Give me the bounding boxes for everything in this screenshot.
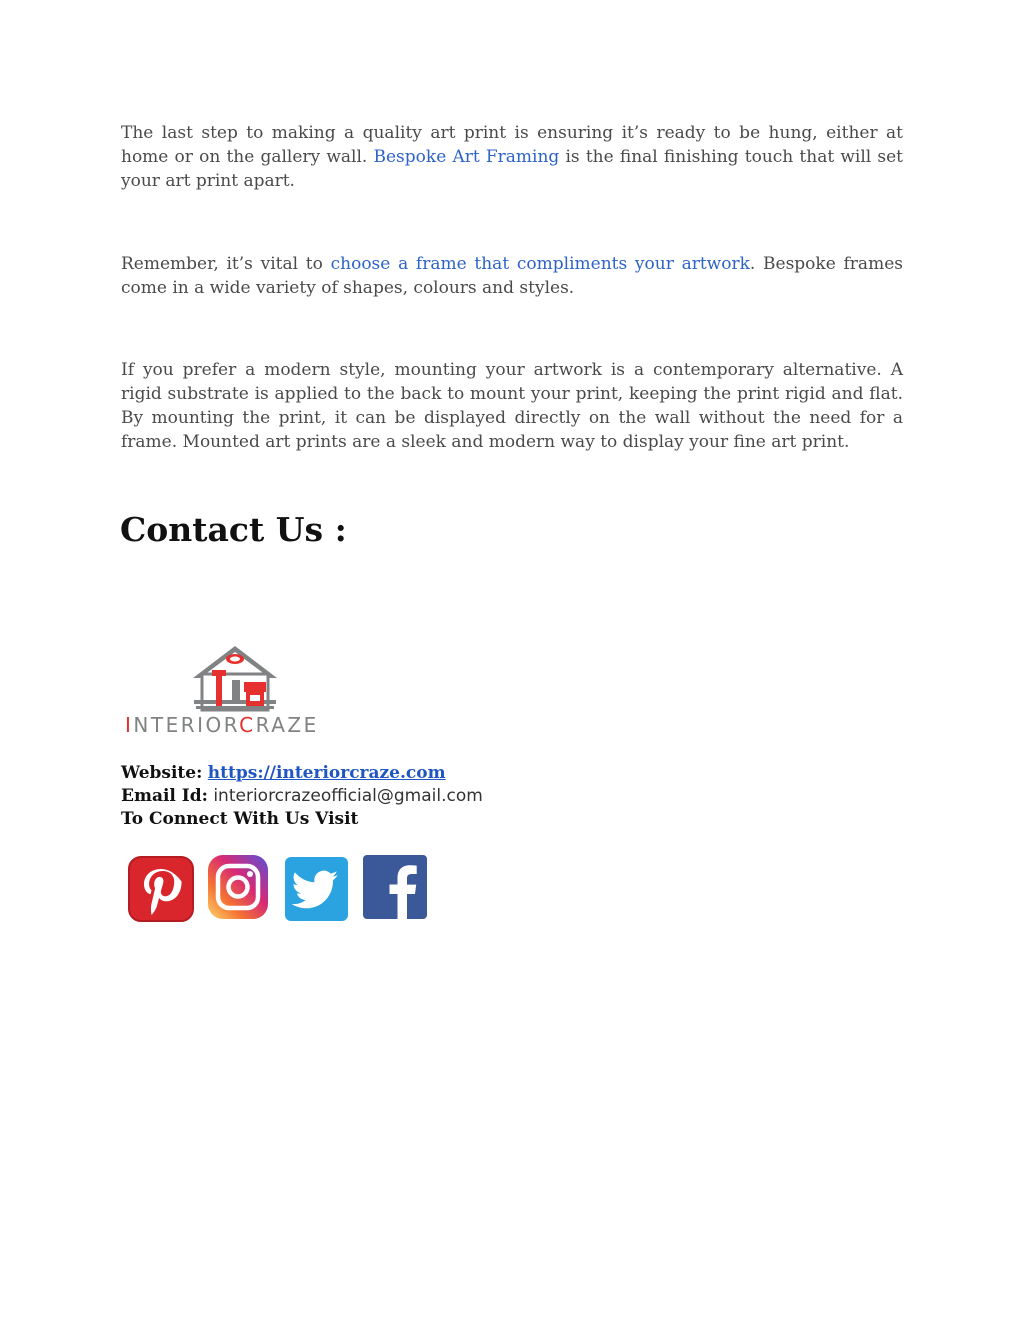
website-row	[121, 762, 483, 785]
instagram-icon[interactable]	[207, 852, 269, 922]
facebook-icon[interactable]	[362, 854, 428, 920]
svg-text:INTERIORCRAZE	[125, 713, 319, 737]
logo-letter: C	[239, 713, 256, 737]
website-link[interactable]: https://interiorcraze.com	[207, 763, 446, 783]
logo-letters: RAZE	[255, 713, 319, 737]
website-label: Website:	[121, 763, 203, 783]
choose-frame-link[interactable]: choose a frame that compliments your artwork	[330, 254, 750, 274]
connect-text: To Connect With Us Visit	[121, 809, 359, 829]
paragraph-mounting: If you prefer a modern style, mounting your artwork is a contemporary alternative. A rigid substrate is applied to the back to mount your print, keeping the print rigid and flat. By mounting the print, it can be displayed directly on the wall without the need for a frame. Mounted art prints are a sleek and modern way to display your fine art print.	[121, 360, 903, 452]
connect-row	[121, 808, 483, 831]
twitter-icon[interactable]	[284, 855, 349, 923]
email-label: Email Id:	[121, 786, 208, 806]
logo-letters: NTERIOR	[133, 713, 240, 737]
paragraph-framing	[121, 121, 903, 193]
paragraph-text: Remember, it’s vital to	[121, 254, 331, 274]
paragraph-choose-frame	[121, 252, 903, 300]
paragraph-text: The last step to making a quality art print is ensuring it’s ready to be hung, either at home or on the gallery wall.	[121, 123, 903, 167]
house-icon	[193, 646, 277, 710]
contact-heading: Contact Us :	[120, 510, 347, 549]
contact-details	[121, 762, 483, 831]
paragraph-text: is the final finishing touch that will set your art print apart.	[121, 147, 904, 191]
email-value: interiorcrazeofficial@gmail.com	[213, 786, 483, 806]
pinterest-icon[interactable]	[127, 855, 195, 923]
email-row	[121, 785, 483, 808]
paragraph-text: . Bespoke frames come in a wide variety of shapes, colours and styles.	[121, 254, 903, 298]
logo-letter: I	[125, 713, 134, 737]
interiorcraze-logo	[120, 640, 350, 740]
bespoke-art-framing-link[interactable]: Bespoke Art Framing	[373, 147, 560, 167]
